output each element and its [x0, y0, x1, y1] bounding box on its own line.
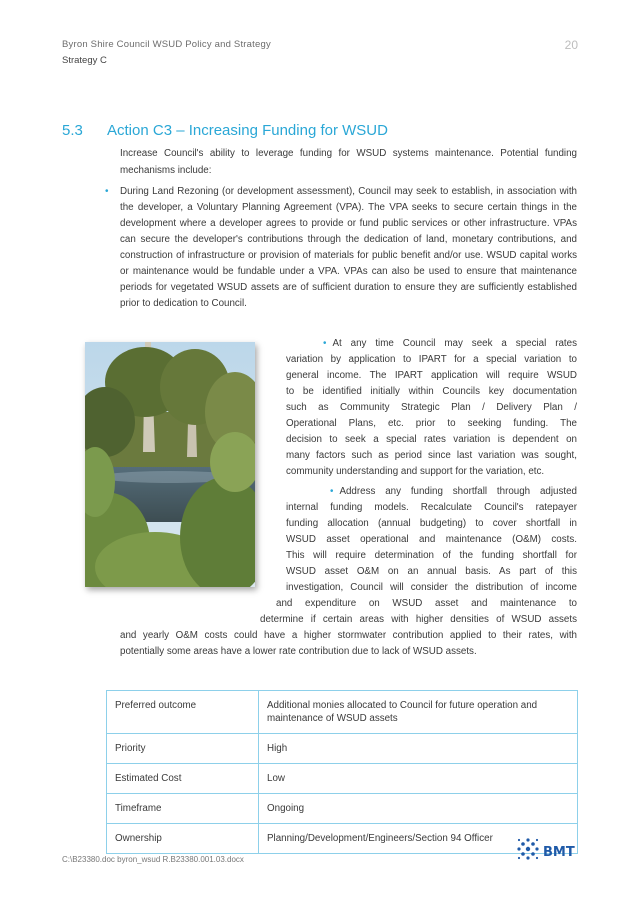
bullet-ipart-line: community understanding and support for the variation, etc.	[286, 466, 545, 477]
bullet-shortfall-line: potentially some areas have a lower rate contribution due to lack of WSUD assets.	[120, 646, 477, 657]
table-value-cell: Additional monies allocated to Council for future operation and maintenance of WSUD assets	[259, 691, 578, 734]
table-key-cell: Priority	[107, 734, 259, 764]
wetland-photo	[85, 342, 255, 587]
table-key-cell: Ownership	[107, 824, 259, 854]
bullet-shortfall-line: This will require determination of the funding shortfall for	[286, 550, 577, 561]
table-key-cell: Timeframe	[107, 794, 259, 824]
section-title: Action C3 – Increasing Funding for WSUD	[107, 122, 388, 139]
table-row	[107, 824, 578, 854]
bullet-icon: •	[330, 486, 334, 497]
bullet-shortfall-line: funding allocation (annual budgeting) to cover shortfall in	[286, 518, 577, 529]
bullet-shortfall-line: • Address any funding shortfall through adjusted	[330, 486, 577, 497]
bullet-ipart-line: Operational Plans, etc. prior to seeking funding. The	[286, 418, 577, 429]
bullet-ipart-line: to be identified initially within Councils key documentation	[286, 386, 577, 397]
bullet-ipart-line: general income. The IPART application will require WSUD	[286, 370, 577, 381]
bullet-shortfall-line: and yearly O&M costs could have a higher stormwater contribution applied to their rates, with	[120, 630, 577, 641]
bullet-icon: •	[323, 338, 327, 349]
bullet-ipart-line: decision to seek a special rates variation is dependent on	[286, 434, 577, 445]
header-doc-title: Byron Shire Council WSUD Policy and Strategy	[62, 39, 271, 50]
bullet-shortfall-line: WSUD asset O&M on an annual basis. As part of this	[286, 566, 577, 577]
bmt-logo-text: BMT	[543, 845, 575, 860]
table-value-cell: Planning/Development/Engineers/Section 94 Officer	[259, 824, 578, 854]
table-key-cell: Estimated Cost	[107, 764, 259, 794]
bullet-ipart-line: such as Community Strategic Plan / Delivery Plan /	[286, 402, 577, 413]
table-row	[107, 734, 578, 764]
bullet-shortfall-line: determine if certain areas with higher densities of WSUD assets	[260, 614, 577, 625]
footer-file-path: C:\B23380.doc byron_wsud R.B23380.001.03.docx	[62, 855, 244, 864]
list-item	[105, 184, 577, 312]
bullet-ipart-line: • At any time Council may seek a special rates	[323, 338, 577, 349]
table-row	[107, 691, 578, 734]
table-key-cell: Preferred outcome	[107, 691, 259, 734]
bullet-shortfall-line: and expenditure on WSUD asset and maintenance to	[276, 598, 577, 609]
bullet-shortfall-line: internal funding models. Recalculate Council's ratepayer	[286, 502, 577, 513]
table-value-cell: High	[259, 734, 578, 764]
header-strategy: Strategy C	[62, 55, 107, 66]
bullet-list	[105, 184, 577, 312]
section-number: 5.3	[62, 122, 83, 139]
action-summary-table	[106, 690, 578, 854]
bullet-shortfall-line: investigation, Council will consider the distribution of income	[286, 582, 577, 593]
table-value-cell: Low	[259, 764, 578, 794]
table-value-cell: Ongoing	[259, 794, 578, 824]
bullet-icon: •	[105, 186, 109, 197]
bullet-text-vpa: During Land Rezoning (or development assessment), Council may seek to establish, in association with the developer, a Voluntary Planning Agreement (VPA). The VPA seeks to secure certain things in the development where a developer agrees to provide or fund public services or other infrastructure. VPAs can secure the developer's contributions through the dedication of land, monetary contributions, and construction of infrastructure or provision of materials for public benefit and/or use. WSUD capital works or maintenance would be fundable under a VPA. VPAs can also be used to ensure that maintenance periods for vegetated WSUD assets are of sufficient duration to ensure they are sufficiently established prior to dedication to Council.	[120, 186, 577, 309]
wetland-photo-image	[85, 342, 255, 587]
intro-paragraph: Increase Council's ability to leverage funding for WSUD systems maintenance. Potential funding mechanisms include:	[120, 148, 577, 176]
bullet-ipart-line: variation by application to IPART for a special variation to	[286, 354, 577, 365]
table-row	[107, 794, 578, 824]
table-row	[107, 764, 578, 794]
page-number: 20	[564, 38, 578, 52]
bullet-ipart-line: many factors such as period since last variation was sought,	[286, 450, 577, 461]
bullet-shortfall-line: WSUD asset operational and maintenance (O&M) costs.	[286, 534, 577, 545]
